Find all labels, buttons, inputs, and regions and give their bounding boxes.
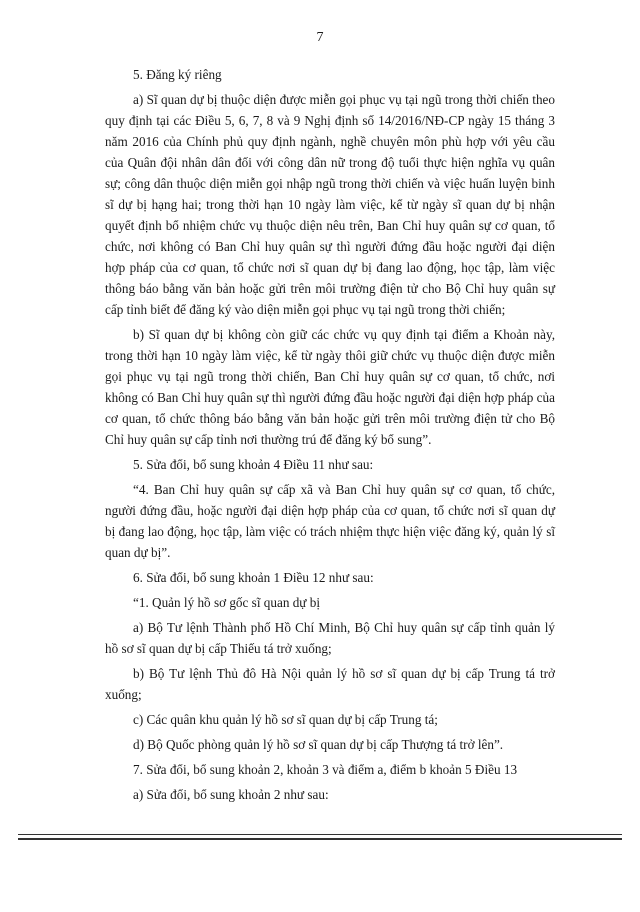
paragraph-item-a: a) Bộ Tư lệnh Thành phố Hồ Chí Minh, Bộ Chỉ huy quân sự cấp tỉnh quản lý hồ sơ sĩ quan dự bị cấp Thiếu tá trở xuống; [105, 620, 555, 656]
paragraph-point-a: a) Sĩ quan dự bị thuộc diện được miễn gọi phục vụ tại ngũ trong thời chiến theo quy định tại các Điều 5, 6, 7, 8 và 9 Nghị định số 14/2016/NĐ-CP ngày 15 tháng 3 năm 2016 của Chính phủ quy định ngành, nghề chuyên môn phù hợp với yêu cầu của Quân đội nhân dân đối với công dân nữ trong độ tuổi thực hiện nghĩa vụ quân sự; công dân thuộc diện miễn gọi nhập ngũ trong thời chiến và việc huấn luyện binh sĩ dự bị hạng hai; trong thời hạn 10 ngày làm việc, kể từ ngày sĩ quan dự bị nhận quyết định bổ nhiệm chức vụ thuộc diện nêu trên, Ban Chỉ huy quân sự cơ quan, tổ chức, nơi không có Ban Chỉ huy quân sự thì người đứng đầu hoặc người đại diện hợp pháp của cơ quan, tổ chức nơi sĩ quan dự bị đang lao động, học tập, làm việc thông báo bằng văn bản hoặc gửi trên môi trường điện tử cho Bộ Chỉ huy quân sự cấp tỉnh biết để đăng ký vào diện miễn gọi phục vụ tại ngũ trong thời chiến; [105, 92, 555, 317]
page-number: 7 [316, 30, 324, 45]
paragraph-clause-1-heading: “1. Quản lý hồ sơ gốc sĩ quan dự bị [133, 595, 321, 610]
footer-rule-thick [18, 838, 622, 840]
paragraph-clause-4: “4. Ban Chỉ huy quân sự cấp xã và Ban Chỉ huy quân sự cơ quan, tổ chức, người đứng đầu, hoặc người đại diện hợp pháp của cơ quan, tổ chức nơi sĩ quan dự bị đang lao động, học tập, làm việc có trách nhiệm thực hiện việc đăng ký, quản lý sĩ quan dự bị”. [105, 482, 555, 560]
paragraph-item-c: c) Các quân khu quản lý hồ sơ sĩ quan dự bị cấp Trung tá; [133, 712, 438, 727]
paragraph-item-d: d) Bộ Quốc phòng quản lý hồ sơ sĩ quan dự bị cấp Thượng tá trở lên”. [133, 737, 504, 752]
footer-rule [18, 834, 622, 835]
document-body [105, 64, 555, 809]
paragraph-section-5-heading: 5. Đăng ký riêng [133, 67, 222, 82]
paragraph-amend-clause-2: a) Sửa đổi, bổ sung khoản 2 như sau: [133, 787, 329, 802]
paragraph-amend-article-12: 6. Sửa đổi, bổ sung khoản 1 Điều 12 như sau: [133, 570, 374, 585]
paragraph-point-b: b) Sĩ quan dự bị không còn giữ các chức vụ quy định tại điểm a Khoản này, trong thời hạn 10 ngày làm việc, kể từ ngày thôi giữ chức vụ thuộc diện được miễn gọi phục vụ tại ngũ trong thời chiến, Ban Chỉ huy quân sự cơ quan, tổ chức, nơi không có Ban Chỉ huy quân sự thì người đứng đầu hoặc người đại diện hợp pháp của cơ quan, tổ chức thông báo bằng văn bản hoặc gửi trên môi trường điện tử cho Bộ Chỉ huy quân sự cấp tỉnh nơi thường trú để đăng ký bổ sung”. [105, 327, 555, 447]
paragraph-amend-article-13: 7. Sửa đổi, bổ sung khoản 2, khoản 3 và điểm a, điểm b khoản 5 Điều 13 [133, 762, 518, 777]
paragraph-item-b: b) Bộ Tư lệnh Thủ đô Hà Nội quản lý hồ sơ sĩ quan dự bị cấp Trung tá trở xuống; [105, 666, 555, 702]
paragraph-amend-article-11: 5. Sửa đổi, bổ sung khoản 4 Điều 11 như sau: [133, 457, 374, 472]
